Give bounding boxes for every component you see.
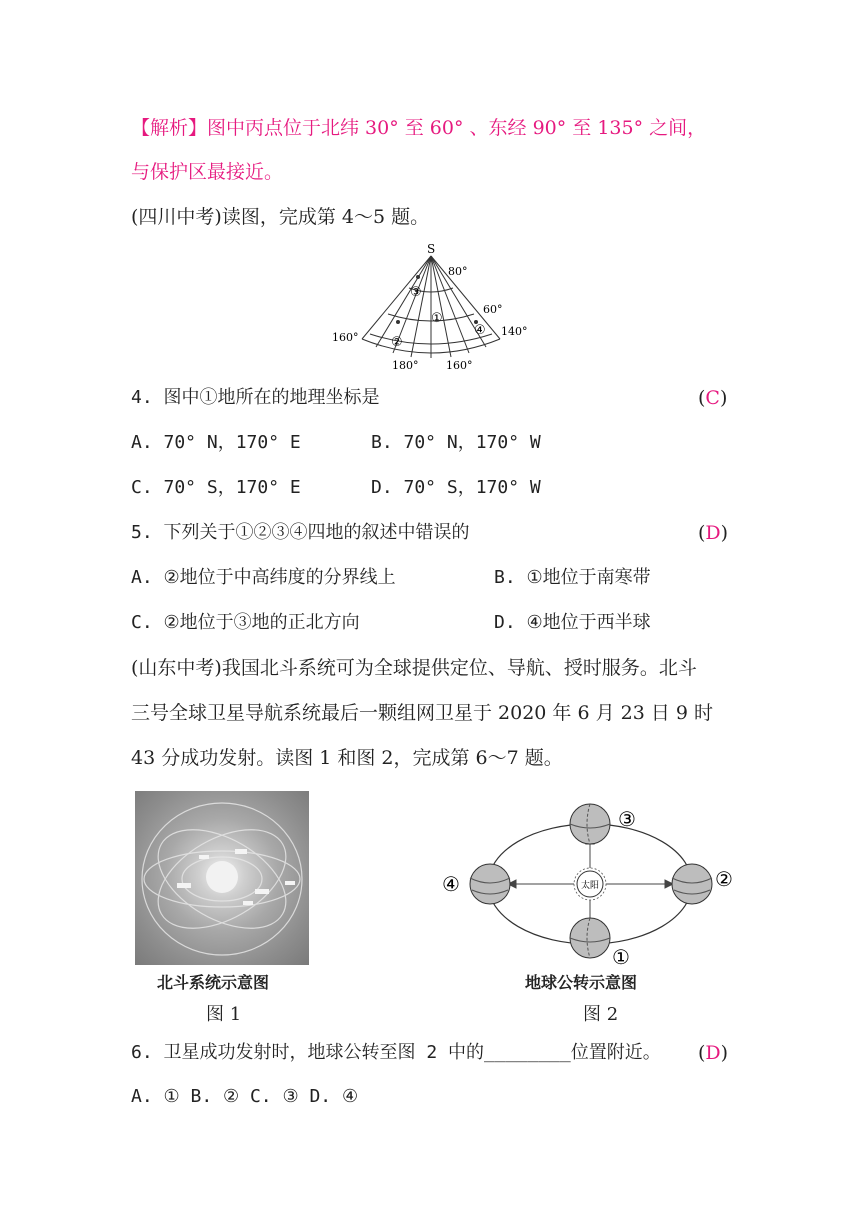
marker-1: ①	[431, 311, 443, 326]
position-2-label: ②	[715, 867, 733, 891]
lon-160-left-label: 160°	[332, 331, 359, 344]
q6-answer: (D)	[698, 1042, 729, 1064]
fig1-caption: 北斗系统示意图	[157, 973, 270, 992]
q4-option-c: C. 70° S，170° E	[131, 477, 301, 498]
fig2-label: 图 2	[583, 1004, 619, 1025]
q6-stem: 6. 卫星成功发射时，地球公转至图 2 中的________位置附近。	[131, 1042, 661, 1063]
position-3-label: ③	[618, 807, 636, 831]
sun-icon	[574, 868, 606, 900]
earth-revolution-diagram	[440, 796, 740, 968]
marker-3: ③	[410, 285, 422, 300]
intro-sichuan: (四川中考)读图，完成第 4～5 题。	[131, 206, 430, 228]
earth-position-4	[470, 864, 510, 904]
q5-option-a: A. ②地位于中高纬度的分界线上	[131, 567, 396, 588]
q6-options: A. ① B. ② C. ③ D. ④	[131, 1086, 359, 1107]
q4-option-b: B. 70° N，170° W	[371, 432, 541, 453]
fig2-caption: 地球公转示意图	[525, 973, 638, 992]
lat-60-label: 60°	[483, 303, 503, 316]
sun-label: 太阳	[580, 881, 600, 891]
position-1-label: ①	[612, 945, 630, 968]
lat-80-label: 80°	[448, 265, 468, 278]
lon-180-label: 180°	[392, 359, 419, 372]
q6-answer-letter: D	[705, 1042, 721, 1064]
beidou-photo	[135, 791, 309, 965]
lon-140-label: 140°	[501, 325, 528, 338]
earth-position-1	[570, 918, 610, 958]
analysis-tag: 【解析】	[131, 117, 208, 139]
lon-160-bottom-label: 160°	[446, 359, 473, 372]
analysis-line-1	[131, 116, 706, 140]
fig1-label: 图 1	[206, 1004, 242, 1025]
intro-shandong-2: 三号全球卫星导航系统最后一颗组网卫星于 2020 年 6 月 23 日 9 时	[131, 702, 714, 724]
analysis-text-1: 图中丙点位于北纬 30° 至 60° 、东经 90° 至 135° 之间，	[207, 117, 707, 139]
earth-position-2	[672, 864, 712, 904]
marker-4: ④	[474, 323, 486, 338]
q4-option-a: A. 70° N，170° E	[131, 432, 301, 453]
polar-grid-diagram	[330, 240, 540, 375]
marker-2: ②	[391, 335, 403, 350]
q5-option-c: C. ②地位于③地的正北方向	[131, 612, 360, 633]
q5-stem: 5. 下列关于①②③④四地的叙述中错误的	[131, 522, 470, 543]
pole-label: S	[427, 242, 436, 256]
q4-stem: 4. 图中①地所在的地理坐标是	[131, 387, 380, 408]
q4-answer: (C)	[698, 387, 728, 409]
meridian	[376, 256, 431, 347]
point-dot	[396, 320, 400, 324]
position-4-label: ④	[442, 872, 460, 896]
intro-shandong-3: 43 分成功发射。读图 1 和图 2，完成第 6～7 题。	[131, 747, 563, 769]
q5-option-b: B. ①地位于南寒带	[494, 567, 651, 588]
meridian	[411, 256, 431, 357]
intro-shandong-1: (山东中考)我国北斗系统可为全球提供定位、导航、授时服务。北斗	[131, 657, 697, 679]
earth-position-3	[570, 804, 610, 844]
q5-option-d: D. ④地位于西半球	[494, 612, 651, 633]
beidou-orbit-illustration	[135, 791, 309, 965]
point-dot	[416, 275, 420, 279]
q5-answer: (D)	[698, 522, 729, 544]
q4-option-d: D. 70° S，170° W	[371, 477, 541, 498]
q4-answer-letter: C	[705, 387, 720, 409]
q5-answer-letter: D	[705, 522, 721, 544]
analysis-line-2: 与保护区最接近。	[131, 161, 284, 183]
